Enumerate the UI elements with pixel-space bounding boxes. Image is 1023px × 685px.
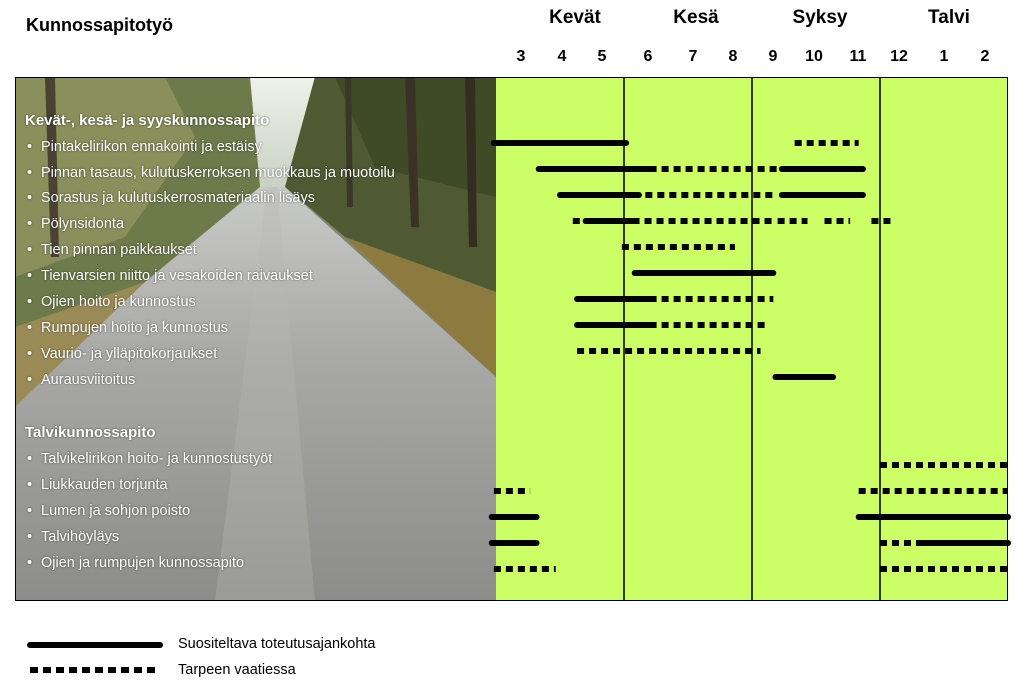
month-label: 5: [597, 48, 607, 65]
task-label: • Rumpujen hoito ja kunnostus: [27, 320, 229, 336]
month-label: 11: [849, 48, 867, 65]
task-label: • Pinnan tasaus, kulutuskerroksen muokkaus ja muotoilu: [27, 165, 395, 181]
task-label: • Aurausviitoitus: [27, 372, 136, 388]
section-heading-winter: Talvikunnossapito: [25, 424, 156, 441]
chart-title: Kunnossapitotyö: [26, 15, 173, 35]
task-label: • Talvikelirikon hoito- ja kunnostustyöt: [27, 451, 273, 467]
month-label: 2: [980, 48, 990, 65]
legend-recommended-label: Suositeltava toteutusajankohta: [178, 636, 376, 652]
season-label-autumn: Syksy: [792, 7, 848, 28]
season-label-spring: Kevät: [549, 7, 601, 28]
task-label: • Pölynsidonta: [27, 216, 125, 232]
section-heading-spring-summer-autumn: Kevät-, kesä- ja syyskunnossapito: [25, 112, 270, 129]
month-label: 3: [516, 48, 526, 65]
task-label: • Vaurio- ja ylläpitokorjaukset: [27, 346, 218, 362]
month-label: 8: [728, 48, 738, 65]
task-label: • Tienvarsien niitto ja vesakoiden raivaukset: [27, 268, 313, 284]
legend-as-needed-label: Tarpeen vaatiessa: [178, 662, 296, 678]
task-label: • Ojien ja rumpujen kunnossapito: [27, 555, 245, 571]
task-label: • Sorastus ja kulutuskerrosmateriaalin lisäys: [27, 190, 315, 206]
month-label: 10: [805, 48, 823, 65]
task-label: • Ojien hoito ja kunnostus: [27, 294, 196, 310]
month-label: 12: [890, 48, 908, 65]
task-label: • Tien pinnan paikkaukset: [27, 242, 197, 258]
task-label: • Pintakelirikon ennakointi ja estäisy: [27, 139, 262, 155]
month-label: 9: [768, 48, 778, 65]
task-label: • Talvihöyläys: [27, 529, 120, 545]
season-label-winter: Talvi: [928, 7, 970, 28]
season-label-summer: Kesä: [673, 7, 719, 28]
month-label: 7: [688, 48, 698, 65]
task-label: • Lumen ja sohjon poisto: [27, 503, 191, 519]
month-label: 6: [643, 48, 653, 65]
month-label: 1: [939, 48, 949, 65]
task-label: • Liukkauden torjunta: [27, 477, 168, 493]
month-label: 4: [557, 48, 567, 65]
